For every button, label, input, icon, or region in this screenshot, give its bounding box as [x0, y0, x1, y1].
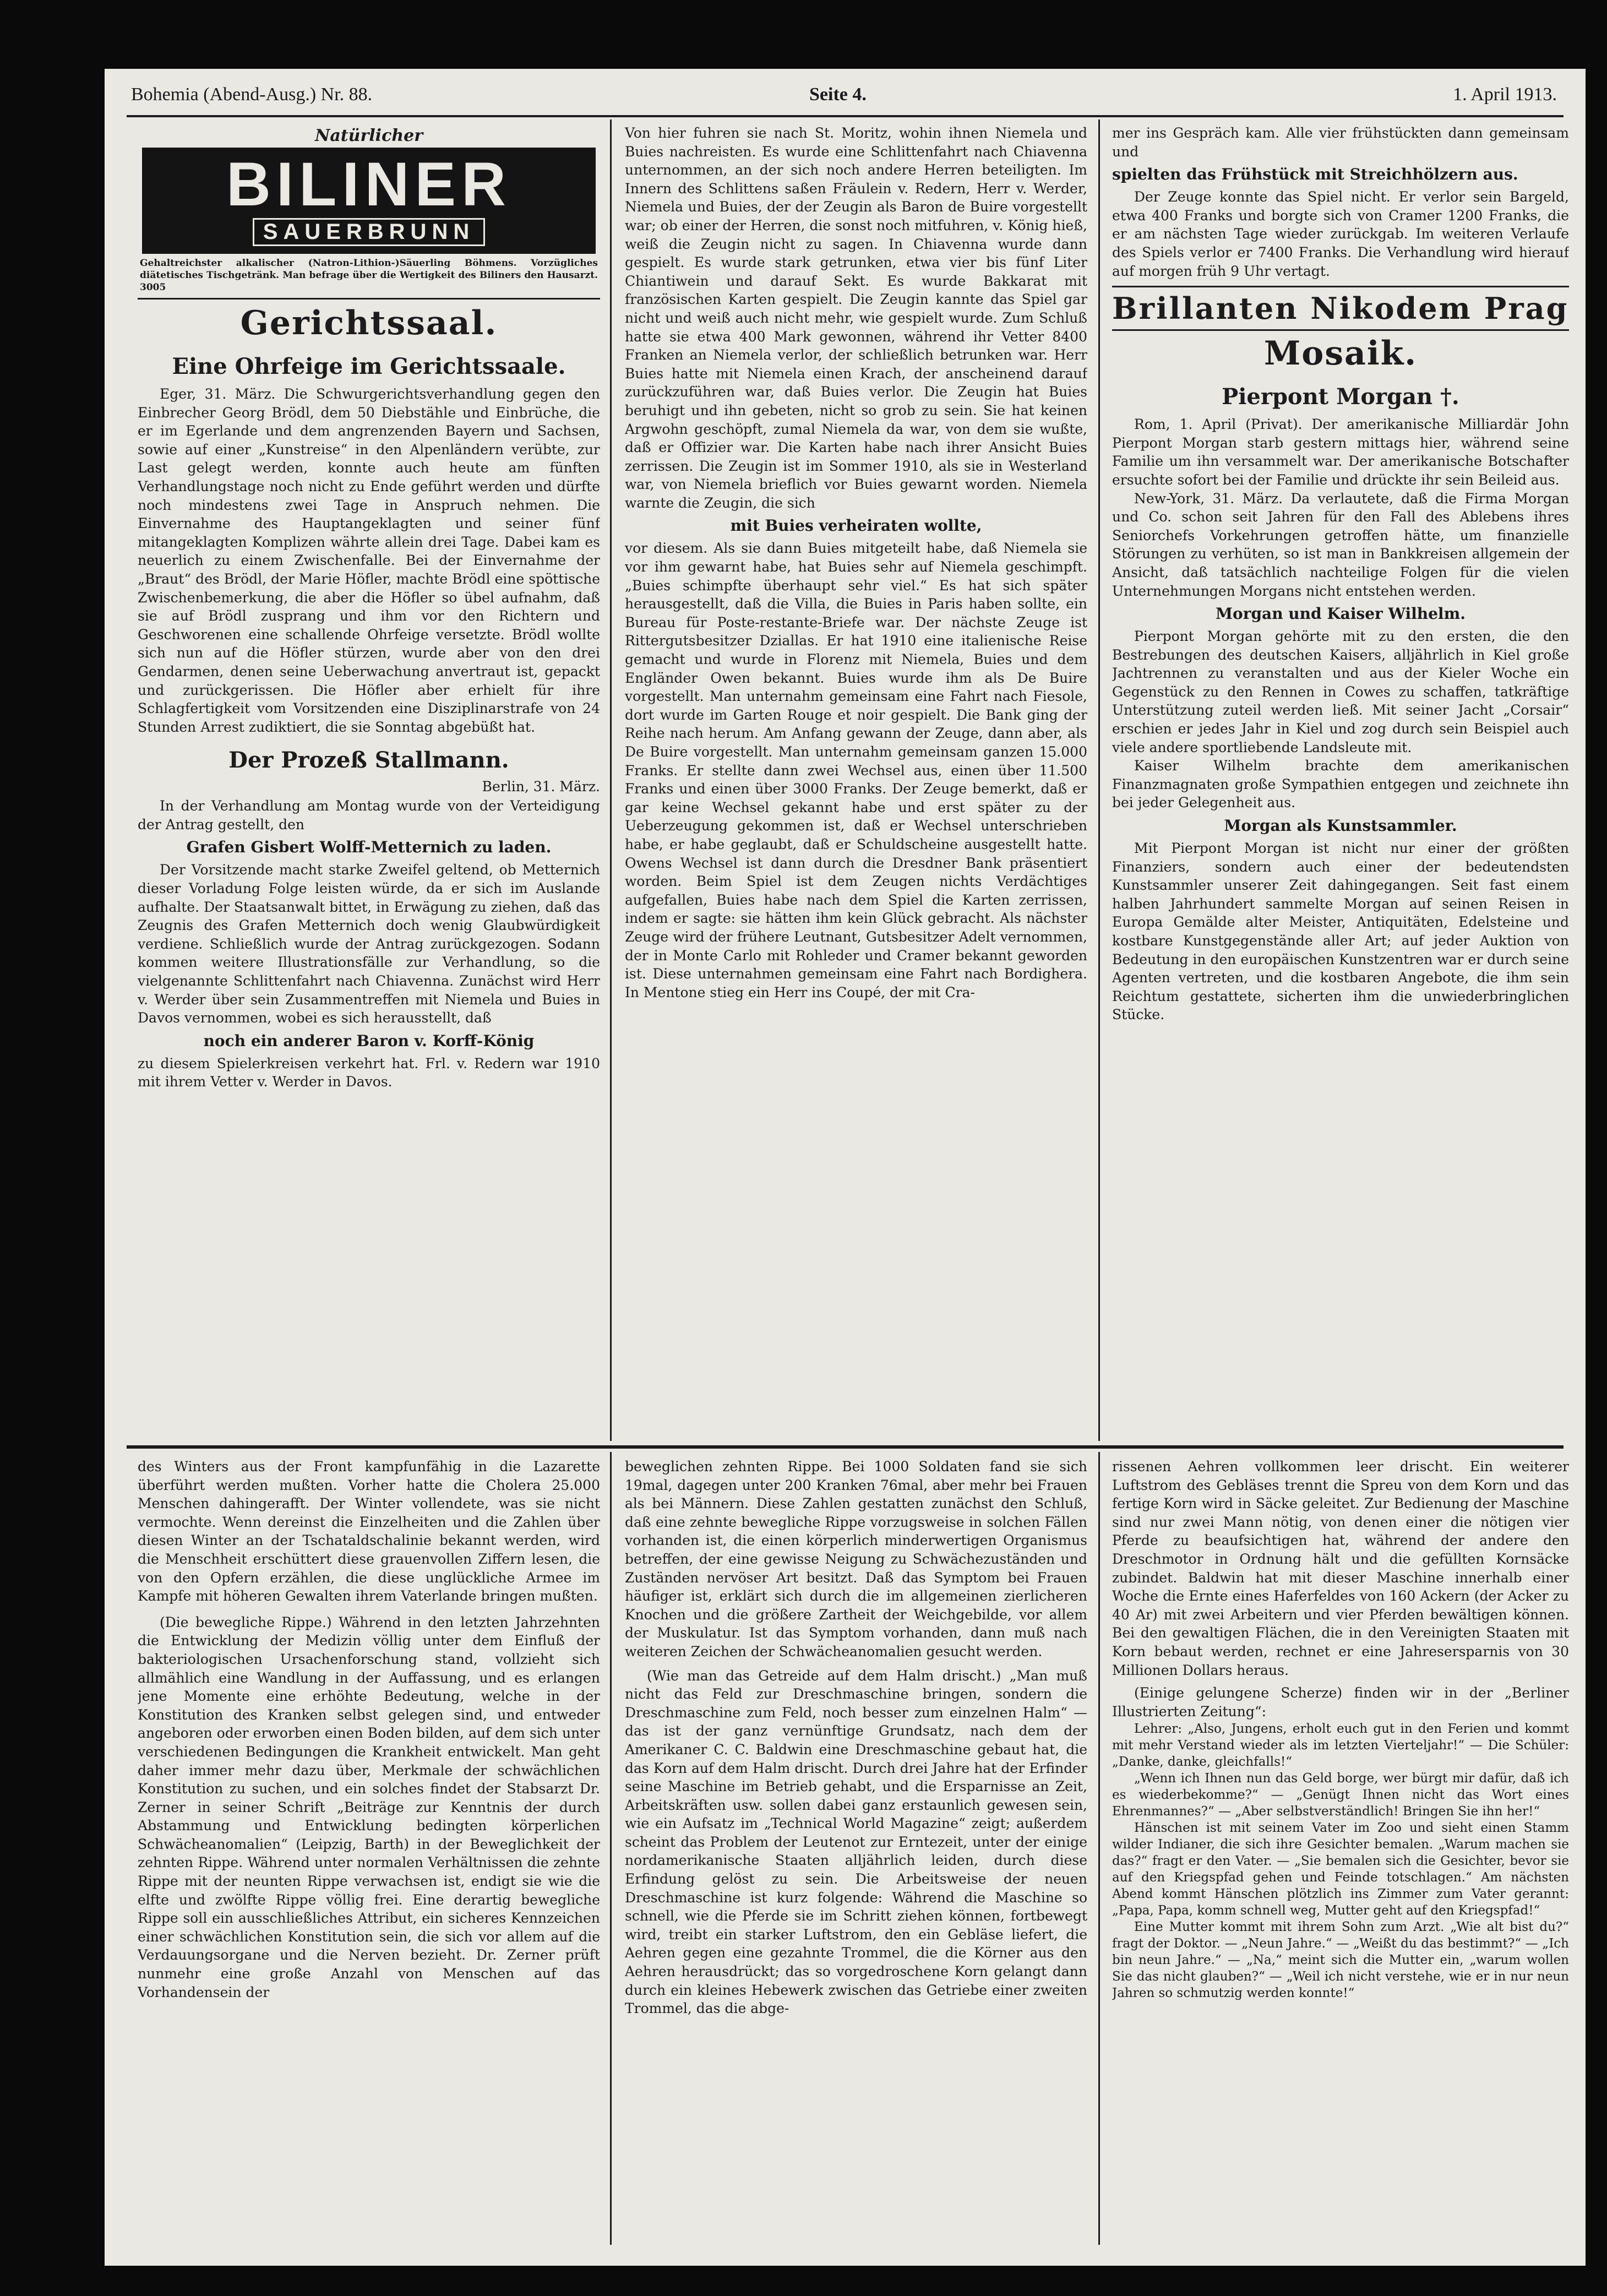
section-title-mosaik: Mosaik.: [1263, 334, 1418, 373]
advertisement: [138, 126, 600, 293]
bottom-column-3: [1112, 1457, 1569, 2250]
ad-rule: [138, 298, 600, 300]
column-3: [1112, 124, 1569, 1441]
subheading: mit Buies verheiraten wollte,: [730, 516, 982, 535]
joke: „Wenn ich Ihnen nun das Geld borge, wer bürgt mir dafür, daß ich es wiederbekomme?“ — „Genügt Ihnen nicht das Wort eines Ehrenmannes?“ — „Aber selbstverständlich! Bringen Sie ihn her!“: [1112, 1771, 1569, 1819]
article-paragraph: In der Verhandlung am Montag wurde von der Verteidigung der Antrag gestellt, den: [138, 798, 600, 833]
section-title-gerichtssaal: Gerichtssaal.: [240, 304, 498, 342]
subheading: Morgan als Kunstsammler.: [1224, 817, 1457, 835]
column-divider: [610, 119, 612, 1441]
article-paragraph: Rom, 1. April (Privat). Der amerikanische Milliardär John Pierpont Morgan starb gestern mittags hier, während seine Familie um ihn versammelt war. Der amerikanische Botschafter ersuchte sofort bei der Familie und drückte ihr sein Beileid aus.: [1112, 416, 1569, 488]
article-paragraph: Eger, 31. März. Die Schwurgerichtsverhandlung gegen den Einbrecher Georg Brödl, dem 50 Diebstähle und Einbrüche, die er im Egerlande und dem angrenzenden Bayern und Sachsen, sowie auf einer „Kunstreise“ in den Alpenländern verübte, zur Last gelegt werden, konnte auch heute am fünften Verhandlungstage noch nicht zu Ende geführt werden und dürfte noch mindestens zwei Tage in Anspruch nehmen. Die Einvernahme des Hauptangeklagten und seiner fünf mitangeklagten Komplizen währte allein drei Tage. Dabei kam es neuerlich zu einem Zwischenfalle. Bei der Einvernahme der „Braut“ des Brödl, der Marie Höfler, machte Brödl eine spöttische Zwischenbemerkung, die aber die Höfler so übel aufnahm, daß sie auf Brödl zusprang und ihm vor den Richtern und Geschworenen eine schallende Ohrfeige versetzte. Brödl wollte sich nun auf die Höfler stürzen, wurde aber von den drei Gendarmen, denen seine Ueberwachung anvertraut ist, gepackt und zurückgerissen. Die Höfler aber erhielt für ihre Schlagfertigkeit vom Vorsitzenden eine Disziplinarstrafe von 24 Stunden Arrest zudiktiert, die sie Sonntag abgebüßt hat.: [138, 386, 600, 735]
article-paragraph: Von hier fuhren sie nach St. Moritz, wohin ihnen Niemela und Buies nachreisten. Es wurde eine Schlittenfahrt nach Chiavenna unternommen, an der sich noch andere Herren beteiligten. Im Innern des Schlittens saßen Fräulein v. Redern, Herr v. Werder, Niemela und Buies, der der Zeugin als Baron de Buire vorgestellt war; ob einer der Herren, die sonst noch mitfuhren, v. König hieß, weiß die Zeugin nicht zu sagen. In Chiavenna wurde dann gespielt. Es wurde stark getrunken, etwa vier bis fünf Liter Chiantiwein und darauf Sekt. Es wurde Bakkarat mit französischen Karten gespielt. Die Zeugin kannte das Spiel gar nicht und weiß auch nicht mehr, wie gespielt wurde. Zum Schluß hatte sie etwa 400 Mark gewonnen, während ihr Vetter 8400 Franken an Niemela verlor, der schließlich betrunken war. Herr Buies hatte mit Niemela einen Krach, der anscheinend darauf zurückzuführen war, daß Buies verlor. Die Zeugin hat Buies beruhigt und ihn gebeten, nicht so grob zu sein. Sie hat keinen Argwohn geschöpft, zumal Niemela da war, von dem sie wußte, daß er Offizier war. Die Karten habe nach ihrer Ansicht Buies zerrissen. Die Zeugin ist im Sommer 1910, als sie in Westerland war, von Niemela brieflich vor Buies gewarnt worden. Niemela warnte die Zeugin, die sich: [625, 125, 1087, 511]
subheading: Grafen Gisbert Wolff-Metternich zu laden.: [186, 838, 552, 857]
header-date: 1. April 1913.: [1453, 84, 1557, 105]
header-rule: [127, 115, 1564, 117]
joke: Eine Mutter kommt mit ihrem Sohn zum Arzt. „Wie alt bist du?“ fragt der Doktor. — „Neun Jahre.“ — „Weißt du das bestimmt?“ — „Ich bin neun Jahre.“ — „Na,“ meint sich die Mutter ein, „warum wollen Sie das nicht glauben?“ — „Weil ich nicht verstehe, wie er in nur neun Jahren so schmutzig werden konnte!“: [1112, 1920, 1569, 2001]
article-paragraph: Mit Pierpont Morgan ist nicht nur einer der größten Finanziers, sondern auch einer der bedeutendsten Kunstsammler unserer Zeit dahingegangen. Seit fast einem halben Jahrhundert sammelte Morgan auf seinen Reisen in Europa Gemälde alter Meister, Antiquitäten, Edelsteine und kostbare Kunstgegenstände aller Art; auf jeder Auktion von Bedeutung in den europäischen Kunstzentren war er durch seine Agenten vertreten, und die kostbaren Angebote, die ihm sein Reichtum gestattete, sicherten ihm die unwiederbringlichen Stücke.: [1112, 840, 1569, 1023]
article-title: Eine Ohrfeige im Gerichtssaale.: [172, 353, 566, 379]
bottom-column-2: [625, 1457, 1087, 2250]
ad-logo-box: [142, 148, 596, 254]
article-paragraph: New-York, 31. März. Da verlautete, daß die Firma Morgan und Co. schon seit Jahren für den Fall des Ablebens ihres Seniorchefs Vorkehrungen getroffen hätte, um finanzielle Störungen zu verhüten, so ist man in Bankkreisen allgemein der Ansicht, daß tatsächlich nachteilige Folgen für die vielen Unternehmungen Morgans nicht entstehen werden.: [1112, 490, 1569, 599]
article-title: Pierpont Morgan †.: [1222, 384, 1459, 410]
article-paragraph: (Die bewegliche Rippe.) Während in den letzten Jahrzehnten die Entwicklung der Medizin völlig unter dem Einfluß der bakteriologischen Ursachenforschung stand, vollzieht sich allmählich eine Wandlung in der Auffassung, und es erlangen jene Momente eine erhöhte Bedeutung, welche in der Konstitution des Kranken selbst gelegen sind, und entweder angeboren oder erworben einen Boden bilden, auf dem sich unter verschiedenen Bedingungen die Krankheit entwickelt. Man geht daher immer mehr dazu über, Merkmale der schwächlichen Konstitution zu suchen, und ein solches findet der Stabsarzt Dr. Zerner in seiner Schrift „Beiträge zur Kenntnis der durch Abstammung und Entwicklung bedingten körperlichen Schwächeanomalien“ (Leipzig, Barth) in der Beweglichkeit der zehnten Rippe. Während unter normalen Verhältnissen die zehnte Rippe mit der neunten Rippe verwachsen ist, endigt sie wie die elfte und zwölfte Rippe völlig frei. Eine derartig bewegliche Rippe soll ein ausschließliches Attribut, ein sicheres Kennzeichen einer schwächlichen Konstitution sein, die sich vor allem auf die Verdauungsorgane und die Nerven bezieht. Dr. Zerner prüft nunmehr eine große Anzahl von Menschen auf das Vorhandensein der: [138, 1614, 600, 2000]
article-paragraph: Der Vorsitzende macht starke Zweifel geltend, ob Metternich dieser Vorladung Folge leisten würde, da er sich im Auslande aufhalte. Der Staatsanwalt bittet, in Erwägung zu ziehen, daß das Zeugnis des Grafen Metternich doch wenig Glaubwürdigkeit verdiene. Schließlich wurde der Antrag zurückgezogen. Sodann kommen weitere Illustrationsfälle zur Verhandlung, so die vielgenannte Schlittenfahrt nach Chiavenna. Zunächst wird Herr v. Werder über sein Zusammentreffen mit Niemela und Buies in Davos vernommen, wobei es sich herausstellt, daß: [138, 862, 600, 1026]
ad-subbrand: SAUERBRUNN: [253, 218, 485, 246]
ad-fineprint: Gehaltreichster alkalischer (Natron-Lithion-)Säuerling Böhmens. Vorzügliches diätetisches Tischgetränk. Man befrage über die Wertigkeit des Biliners den Hausarzt. 3005: [140, 258, 598, 293]
article-paragraph: (Wie man das Getreide auf dem Halm drischt.) „Man muß nicht das Feld zur Dreschmaschine bringen, sondern die Dreschmaschine zum Feld, noch besser zum einzelnen Halm“ — das ist der ganz vernünftige Grundsatz, nach dem der Amerikaner C. C. Baldwin eine Dreschmaschine gebaut hat, die das Korn auf dem Halm drischt. Durch drei Jahre hat der Erfinder seine Maschine im Betrieb gehabt, und die Ersparnisse an Zeit, Arbeitskräften usw. sollen dabei ganz erstaunlich gewesen sein, wie ein Aufsatz im „Technical World Magazine“ zeigt; außerdem scheint das Problem der Leutenot zur Erntezeit, unter der einige nordamerikanische Staaten alljährlich leiden, durch diese Erfindung gelöst zu sein. Die Arbeitsweise der neuen Dreschmaschine ist kurz folgende: Während die Maschine so schnell, wie die Pferde sie im Schritt ziehen können, fortbewegt wird, treibt ein starker Luftstrom, den ein Gebläse liefert, die Aehren gegen eine gezahnte Trommel, die die Körner aus den Aehren herausdrückt; das so vorgedroschene Korn gelangt dann durch ein kleines Hebewerk zwischen das Getriebe einer zweiten Trommel, das die abge-: [625, 1667, 1087, 2017]
article-paragraph: zu diesem Spielerkreisen verkehrt hat. Frl. v. Redern war 1910 mit ihrem Vetter v. Werder in Davos.: [138, 1055, 600, 1090]
article-paragraph: Pierpont Morgan gehörte mit zu den ersten, die den Bestrebungen des deutschen Kaisers, alljährlich in Kiel große Jachtrennen zu veranstalten und aus der Kieler Woche ein Gegenstück zu den Rennen in Cowes zu schaffen, tatkräftige Unterstützung zuteil werden ließ. Mit seiner Jacht „Corsair“ erschien er jedes Jahr in Kiel und zog durch sein Beispiel auch viele andere sportliebende Landsleute mit.: [1112, 628, 1569, 755]
column-divider: [610, 1452, 612, 2245]
article-paragraph: Der Zeuge konnte das Spiel nicht. Er verlor sein Bargeld, etwa 400 Franks und borgte sich von Cramer 1200 Franks, die er am nächsten Tage wieder zurückgab. Im weiteren Verlaufe des Spiels verlor er 7400 Franks. Die Verhandlung wird hierauf auf morgen früh 9 Uhr vertagt.: [1112, 189, 1569, 279]
article-title: Der Prozeß Stallmann.: [228, 747, 509, 774]
joke: Lehrer: „Also, Jungens, erholt euch gut in den Ferien und kommt mit mehr Verstand wieder als im letzten Vierteljahr!“ — Die Schüler: „Danke, danke, gleichfalls!“: [1112, 1722, 1569, 1770]
article-paragraph: des Winters aus der Front kampfunfähig in die Lazarette überführt werden mußten. Vorher hatte die Cholera 25.000 Menschen dahingerafft. Der Winter vollendete, was sie nicht vermochte. Wenn dereinst die Einzelheiten und die Zahlen über diesen Winter an der Tschataldschalinie bekannt werden, wird die Menschheit erschüttert diese grauenvollen Ziffern lesen, die von den Opfern erzählen, die diese unglückliche Armee im Kampfe mit höheren Gewalten ihrem Vaterlande bringen mußten.: [138, 1459, 600, 1604]
dateline: Berlin, 31. März.: [482, 779, 600, 795]
article-paragraph: beweglichen zehnten Rippe. Bei 1000 Soldaten fand sie sich 19mal, dagegen unter 200 Kranken 76mal, aber mehr bei Frauen als bei Männern. Diese Zahlen gestatten zunächst den Schluß, daß eine zehnte bewegliche Rippe vorzugsweise in solchen Fällen vorhanden ist, die einen körperlich minderwertigen Organismus betreffen, der eine gewisse Neigung zu Schwächezuständen und Zuständen nervöser Art besitzt. Daß das Symptom bei Frauen häufiger ist, erklärt sich durch die im allgemeinen zierlicheren Knochen und die größere Zartheit der Weichgebilde, vor allem der Muskulatur. Ist das Symptom vorhanden, dann muß nach weiteren Zeichen der Schwächeanomalien gesucht werden.: [625, 1459, 1087, 1660]
article-paragraph: rissenen Aehren vollkommen leer drischt. Ein weiterer Luftstrom des Gebläses trennt die Spreu von dem Korn und das fertige Korn wird in Säcke geleitet. Zur Bedienung der Maschine sind nur zwei Mann nötig, von denen einer die nötigen vier Pferde zu beaufsichtigen hat, während der andere den Dreschmotor in Ordnung hält und die gefüllten Kornsäcke zubindet. Baldwin hat mit dieser Maschine innerhalb einer Woche die Ernte eines Haferfeldes von 160 Ackern (der Acker zu 40 Ar) mit zwei Arbeitern und vier Pferden bewältigen können. Bei den gewaltigen Flächen, die in den Vereinigten Staaten mit Korn bebaut werden, rechnet er eine Jahresersparnis von 30 Millionen Dollars heraus.: [1112, 1459, 1569, 1678]
article-paragraph: mer ins Gespräch kam. Alle vier frühstückten dann gemeinsam und: [1112, 125, 1569, 160]
article-paragraph: Kaiser Wilhelm brachte dem amerikanischen Finanzmagnaten große Sympathien entgegen und zeichnete ihn bei jeder Gelegenheit aus.: [1112, 758, 1569, 811]
jeweler-banner: Brillanten Nikodem Prag: [1112, 291, 1569, 327]
column-1: [138, 124, 600, 1441]
subheading: Morgan und Kaiser Wilhelm.: [1216, 605, 1466, 623]
bottom-column-1: [138, 1457, 600, 2250]
section-divider: [127, 1445, 1564, 1449]
banner-rule: [1112, 286, 1569, 287]
column-2: [625, 124, 1087, 1441]
column-divider: [1098, 119, 1100, 1441]
newspaper-page: [105, 69, 1586, 2266]
banner-rule: [1112, 329, 1569, 331]
subheading: noch ein anderer Baron v. Korff-König: [203, 1031, 535, 1050]
subheading: spielten das Frühstück mit Streichhölzern aus.: [1112, 165, 1518, 184]
article-paragraph: vor diesem. Als sie dann Buies mitgeteilt habe, daß Niemela sie vor ihm gewarnt habe, hat Buies sehr auf Niemela geschimpft. „Buies schimpfte überhaupt sehr viel.“ Es hat sich später herausgestellt, daß die Villa, die Buies in Paris haben sollte, ein Bureau für Poste-restante-Briefe war. Der nächste Zeuge ist Rittergutsbesitzer Dziallas. Er hat 1910 eine italienische Reise gemacht und wurde in Florenz mit Niemela, Buies und dem Engländer Owen bekannt. Buies wurde ihm als De Buire vorgestellt. Man unternahm gemeinsam eine Fahrt nach Fiesole, dort wurde im Garten Rouge et noir gespielt. Die Bank ging der Reihe nach herum. Am Anfang gewann der Zeuge, dann aber, als De Buire vorgestellt. Man unternahm gemeinsam ganzen 15.000 Franks. Er stellte dann zwei Wechsel aus, einen über 11.500 Franks und einen über 3000 Franks. Der Zeuge bemerkt, daß er gar keine Wechsel gekannt habe und erst später zu der Ueberzeugung gekommen ist, daß er Wechsel unterschrieben habe, er habe geglaubt, daß er Schuldscheine ausgestellt hatte. Owens Wechsel ist dann durch die Dresdner Bank präsentiert worden. Beim Spiel ist dem Zeugen nichts Verdächtiges aufgefallen, Buies habe nach dem Spiel die Karten zerrissen, indem er sagte: sie hätten ihm kein Glück gebracht. Als nächster Zeuge wird der frühere Leutnant, Gutsbesitzer Adelt vernommen, der in Monte Carlo mit Rohleder und Cramer bekannt geworden ist. Diese unternahmen gemeinsam eine Fahrt nach Bordighera. In Mentone stieg ein Herr ins Coupé, der mit Cra-: [625, 540, 1087, 1000]
header-page-number: Seite 4.: [809, 84, 867, 105]
ad-brand: BILINER: [226, 150, 511, 219]
ad-tagline: Natürlicher: [314, 126, 423, 145]
joke: Hänschen ist mit seinem Vater im Zoo und sieht einen Stamm wilder Indianer, die sich ihre Gesichter bemalen. „Warum machen sie das?“ fragt er den Vater. — „Sie bemalen sich die Gesichter, bevor sie auf den Kriegspfad gehen und Feinde totschlagen.“ Am nächsten Abend kommt Hänschen plötzlich ins Zimmer zum Vater gerannt: „Papa, Papa, komm schnell weg, Mutter geht auf den Kriegspfad!“: [1112, 1821, 1569, 1918]
article-paragraph: (Einige gelungene Scherze) finden wir in der „Berliner Illustrierten Zeitung“:: [1112, 1685, 1569, 1720]
header-issue: Bohemia (Abend-Ausg.) Nr. 88.: [131, 84, 373, 105]
column-divider: [1098, 1452, 1100, 2245]
